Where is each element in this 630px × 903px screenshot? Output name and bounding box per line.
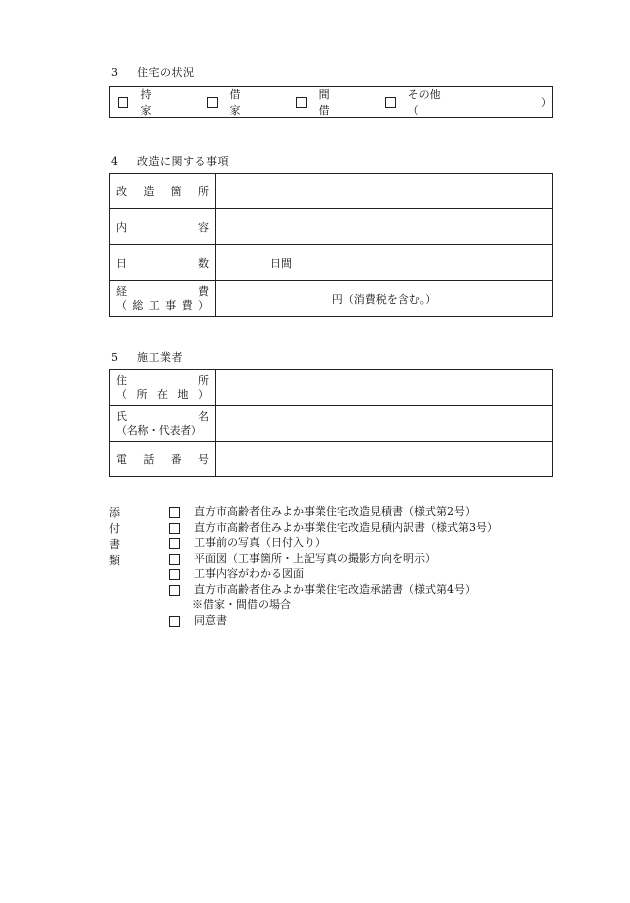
attachment-label: 工事内容がわかる図面 [194,567,304,580]
section-5-number: 5 [111,351,119,364]
section-4-number: 4 [111,155,119,168]
value-location[interactable] [216,174,553,209]
label-char: （ [116,298,127,312]
table-row [110,442,553,477]
label-char: （ [116,387,127,401]
attachment-label: 工事前の写真（日付入り） [194,536,326,549]
label-char: （名称・代表者） [116,423,202,437]
attachment-item[interactable] [169,613,529,629]
label-char: 在 [157,387,168,401]
checkbox-icon[interactable] [169,507,180,518]
other-close-paren: ） [541,96,553,109]
label-char: 容 [198,220,209,234]
option-owned-label: 持 家 [140,88,167,117]
label-days [110,245,216,281]
label-char: 事 [165,298,177,312]
label-char: 名 [198,409,209,423]
value-days[interactable] [216,245,553,281]
label-char: 箇 [170,185,182,198]
checkbox-icon[interactable] [169,523,180,534]
label-char: 造 [143,185,155,198]
value-content[interactable] [216,209,553,245]
attachments-list [169,504,529,628]
label-phone [110,442,216,477]
label-char: ） [197,298,209,312]
label-char: 経 [116,284,127,298]
label-char: 地 [177,387,189,401]
housing-status-row [109,86,553,118]
checkbox-icon[interactable] [169,538,180,549]
label-address [110,370,216,406]
table-row [110,281,553,317]
section-5-heading: 施工業者 [137,351,183,364]
table-row [110,174,553,209]
checkbox-icon[interactable] [169,569,180,580]
checkbox-icon[interactable] [169,554,180,565]
label-content [110,209,216,245]
section-3-title [111,64,195,80]
attachment-item[interactable] [169,566,529,582]
option-other-label: その他（ [407,88,441,117]
attachment-item[interactable] [169,551,529,567]
attachment-item[interactable] [169,582,529,598]
table-row [110,406,553,442]
value-phone[interactable] [216,442,553,477]
label-char: 所 [136,387,148,401]
attachments-heading: 添付書類 [109,506,120,567]
section-4-heading: 改造に関する事項 [137,155,229,168]
label-char: 電 [116,453,127,466]
option-rented-label: 借 家 [229,88,256,117]
option-room-rented-label: 間 借 [318,88,345,117]
attachment-item[interactable] [169,504,529,520]
label-char: 工 [148,298,160,312]
option-other[interactable] [385,86,449,118]
checkbox-other[interactable] [385,97,395,108]
label-cost [110,281,216,317]
attachment-note: ※借家・間借の場合 [192,598,291,611]
label-char: 所 [198,373,209,387]
section-4-title [111,153,229,169]
label-char: 話 [143,453,155,466]
checkbox-room-rented[interactable] [296,97,306,108]
attachment-label: 平面図（工事箇所・上記写真の撮影方向を明示） [194,551,436,565]
attachment-label: 直方市高齢者住みよか事業住宅改造承諾書（様式第4号） [194,582,476,596]
contractor-table [109,369,553,477]
attachment-label: 直方市高齢者住みよか事業住宅改造見積内訳書（様式第3号） [194,520,498,534]
renovation-table [109,173,553,317]
attachment-item[interactable] [169,535,529,551]
section-3-heading: 住宅の状況 [137,66,195,79]
label-char: 住 [116,373,127,387]
checkbox-rented[interactable] [207,97,217,108]
label-char: 数 [198,256,209,270]
days-unit: 日間 [270,256,292,270]
section-5-title [111,349,183,365]
checkbox-icon[interactable] [169,616,180,627]
checkbox-owned[interactable] [118,97,128,108]
value-name[interactable] [216,406,553,442]
label-char: 日 [116,256,127,270]
label-name [110,406,216,442]
option-owned[interactable] [118,86,177,118]
table-row [110,370,553,406]
label-char: 番 [170,453,182,466]
checkbox-icon[interactable] [169,585,180,596]
attachment-item[interactable] [169,520,529,536]
label-char: 費 [181,298,193,312]
label-char: 所 [197,185,209,198]
label-char: 内 [116,220,127,234]
label-location [110,174,216,209]
value-address[interactable] [216,370,553,406]
label-char: 氏 [116,409,127,423]
option-rented[interactable] [207,86,266,118]
label-char: 費 [198,284,209,298]
attachment-label: 同意書 [194,613,227,627]
attachment-label: 直方市高齢者住みよか事業住宅改造見積書（様式第2号） [194,505,476,518]
cost-unit: 円（消費税を含む。） [331,292,437,306]
table-row [110,245,553,281]
label-char: 号 [197,453,209,466]
table-row [110,209,553,245]
label-char: 改 [116,185,127,198]
option-room-rented[interactable] [296,86,355,118]
label-char: 総 [132,298,144,312]
section-3-number: 3 [111,66,119,79]
label-char: ） [198,387,209,401]
value-cost[interactable] [216,281,553,317]
